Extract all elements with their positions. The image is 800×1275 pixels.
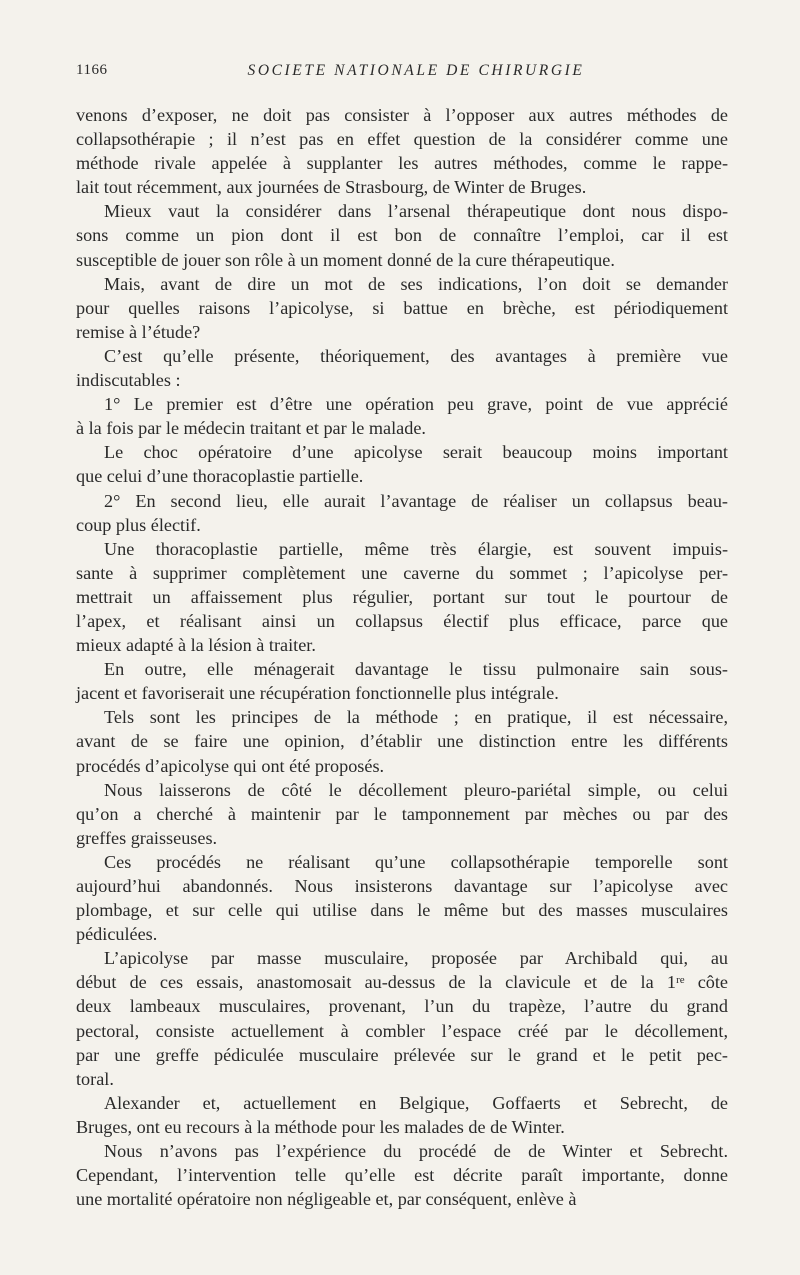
text-line: début de ces essais, anastomosait au-dessus de la clavicule et de la 1ʳᵉ côte bbox=[76, 972, 728, 993]
text-line: pédiculées. bbox=[76, 924, 158, 945]
text-line: Cependant, l’intervention telle qu’elle est décrite paraît importante, donne bbox=[76, 1165, 728, 1186]
text-line: toral. bbox=[76, 1068, 114, 1089]
paragraph bbox=[76, 392, 728, 440]
page-number: 1166 bbox=[76, 62, 108, 78]
paragraph bbox=[76, 440, 728, 488]
running-title: SOCIETE NATIONALE DE CHIRURGIE bbox=[247, 62, 585, 79]
paragraph bbox=[76, 537, 728, 657]
text-line: collapsothérapie ; il n’est pas en effet question de la considérer comme une bbox=[76, 129, 728, 150]
paragraph bbox=[76, 850, 728, 946]
text-line: Nous n’avons pas l’expérience du procédé de de Winter et Sebrecht. bbox=[104, 1141, 728, 1162]
text-line: qu’on a cherché à maintenir par le tamponnement par mèches ou par des bbox=[76, 803, 728, 824]
text-line: l’apex, et réalisant ainsi un collapsus électif plus efficace, parce que bbox=[76, 610, 728, 631]
text-line: L’apicolyse par masse musculaire, proposée par Archibald qui, au bbox=[104, 948, 728, 969]
paragraph bbox=[76, 705, 728, 777]
text-line: une mortalité opératoire non négligeable et, par conséquent, enlève à bbox=[76, 1189, 577, 1210]
text-line: sons comme un pion dont il est bon de connaître l’emploi, car il est bbox=[76, 225, 728, 246]
text-line: Bruges, ont eu recours à la méthode pour les malades de de Winter. bbox=[76, 1116, 565, 1137]
text-line: 1° Le premier est d’être une opération peu grave, point de vue apprécié bbox=[104, 394, 728, 415]
paragraph bbox=[76, 946, 728, 1091]
text-line: Une thoracoplastie partielle, même très élargie, est souvent impuis- bbox=[104, 538, 728, 559]
body-text bbox=[76, 103, 728, 1211]
text-line: avant de se faire une opinion, d’établir une distinction entre les différents bbox=[76, 731, 728, 752]
text-line: par une greffe pédiculée musculaire prélevée sur le grand et le petit pec- bbox=[76, 1044, 728, 1065]
text-line: mettrait un affaissement plus régulier, portant sur tout le pourtour de bbox=[76, 586, 728, 607]
page-header bbox=[76, 62, 726, 86]
text-line: Ces procédés ne réalisant qu’une collapsothérapie temporelle sont bbox=[104, 851, 728, 872]
text-line: Mais, avant de dire un mot de ses indications, l’on doit se demander bbox=[104, 273, 728, 294]
text-line: En outre, elle ménagerait davantage le tissu pulmonaire sain sous- bbox=[104, 659, 728, 680]
paragraph bbox=[76, 1139, 728, 1211]
text-line: deux lambeaux musculaires, provenant, l’un du trapèze, l’autre du grand bbox=[76, 996, 728, 1017]
text-line: plombage, et sur celle qui utilise dans le même but des masses musculaires bbox=[76, 900, 728, 921]
text-line: indiscutables : bbox=[76, 370, 181, 391]
text-line: sante à supprimer complètement une caverne du sommet ; l’apicolyse per- bbox=[76, 562, 728, 583]
text-line: venons d’exposer, ne doit pas consister à l’opposer aux autres méthodes de bbox=[76, 105, 728, 125]
text-line: remise à l’étude? bbox=[76, 321, 201, 342]
text-line: Mieux vaut la considérer dans l’arsenal thérapeutique dont nous dispo- bbox=[104, 201, 728, 222]
text-line: greffes graisseuses. bbox=[76, 827, 218, 848]
text-line: pectoral, consiste actuellement à combler l’espace créé par le décollement, bbox=[76, 1020, 728, 1041]
text-line: jacent et favoriserait une récupération fonctionnelle plus intégrale. bbox=[76, 683, 559, 704]
text-line: à la fois par le médecin traitant et par le malade. bbox=[76, 418, 426, 439]
text-line: aujourd’hui abandonnés. Nous insisterons davantage sur l’apicolyse avec bbox=[76, 876, 728, 896]
text-line: lait tout récemment, aux journées de Strasbourg, de Winter de Bruges. bbox=[76, 177, 587, 198]
paragraph bbox=[76, 199, 728, 271]
text-line: pour quelles raisons l’apicolyse, si battue en brèche, est périodiquement bbox=[76, 297, 728, 318]
text-line: Alexander et, actuellement en Belgique, Goffaerts et Sebrecht, de bbox=[104, 1092, 728, 1113]
text-line: 2° En second lieu, elle aurait l’avantage de réaliser un collapsus beau- bbox=[104, 490, 728, 511]
text-line: Tels sont les principes de la méthode ; en pratique, il est nécessaire, bbox=[104, 707, 728, 728]
text-line: coup plus électif. bbox=[76, 514, 201, 535]
text-line: Le choc opératoire d’une apicolyse serait beaucoup moins important bbox=[104, 442, 728, 463]
paragraph bbox=[76, 272, 728, 344]
paragraph bbox=[76, 344, 728, 392]
paragraph bbox=[76, 489, 728, 537]
paragraph bbox=[76, 657, 728, 705]
text-line: C’est qu’elle présente, théoriquement, des avantages à première vue bbox=[104, 345, 728, 366]
paragraph bbox=[76, 778, 728, 850]
paragraph bbox=[76, 1091, 728, 1139]
text-line: procédés d’apicolyse qui ont été proposés. bbox=[76, 755, 385, 776]
paragraph bbox=[76, 103, 728, 199]
text-line: méthode rivale appelée à supplanter les autres méthodes, comme le rappe- bbox=[76, 153, 728, 174]
text-line: mieux adapté à la lésion à traiter. bbox=[76, 635, 316, 656]
text-line: Nous laisserons de côté le décollement pleuro-pariétal simple, ou celui bbox=[104, 779, 728, 800]
text-line: susceptible de jouer son rôle à un moment donné de la cure thérapeutique. bbox=[76, 249, 615, 270]
text-line: que celui d’une thoracoplastie partielle. bbox=[76, 466, 364, 487]
